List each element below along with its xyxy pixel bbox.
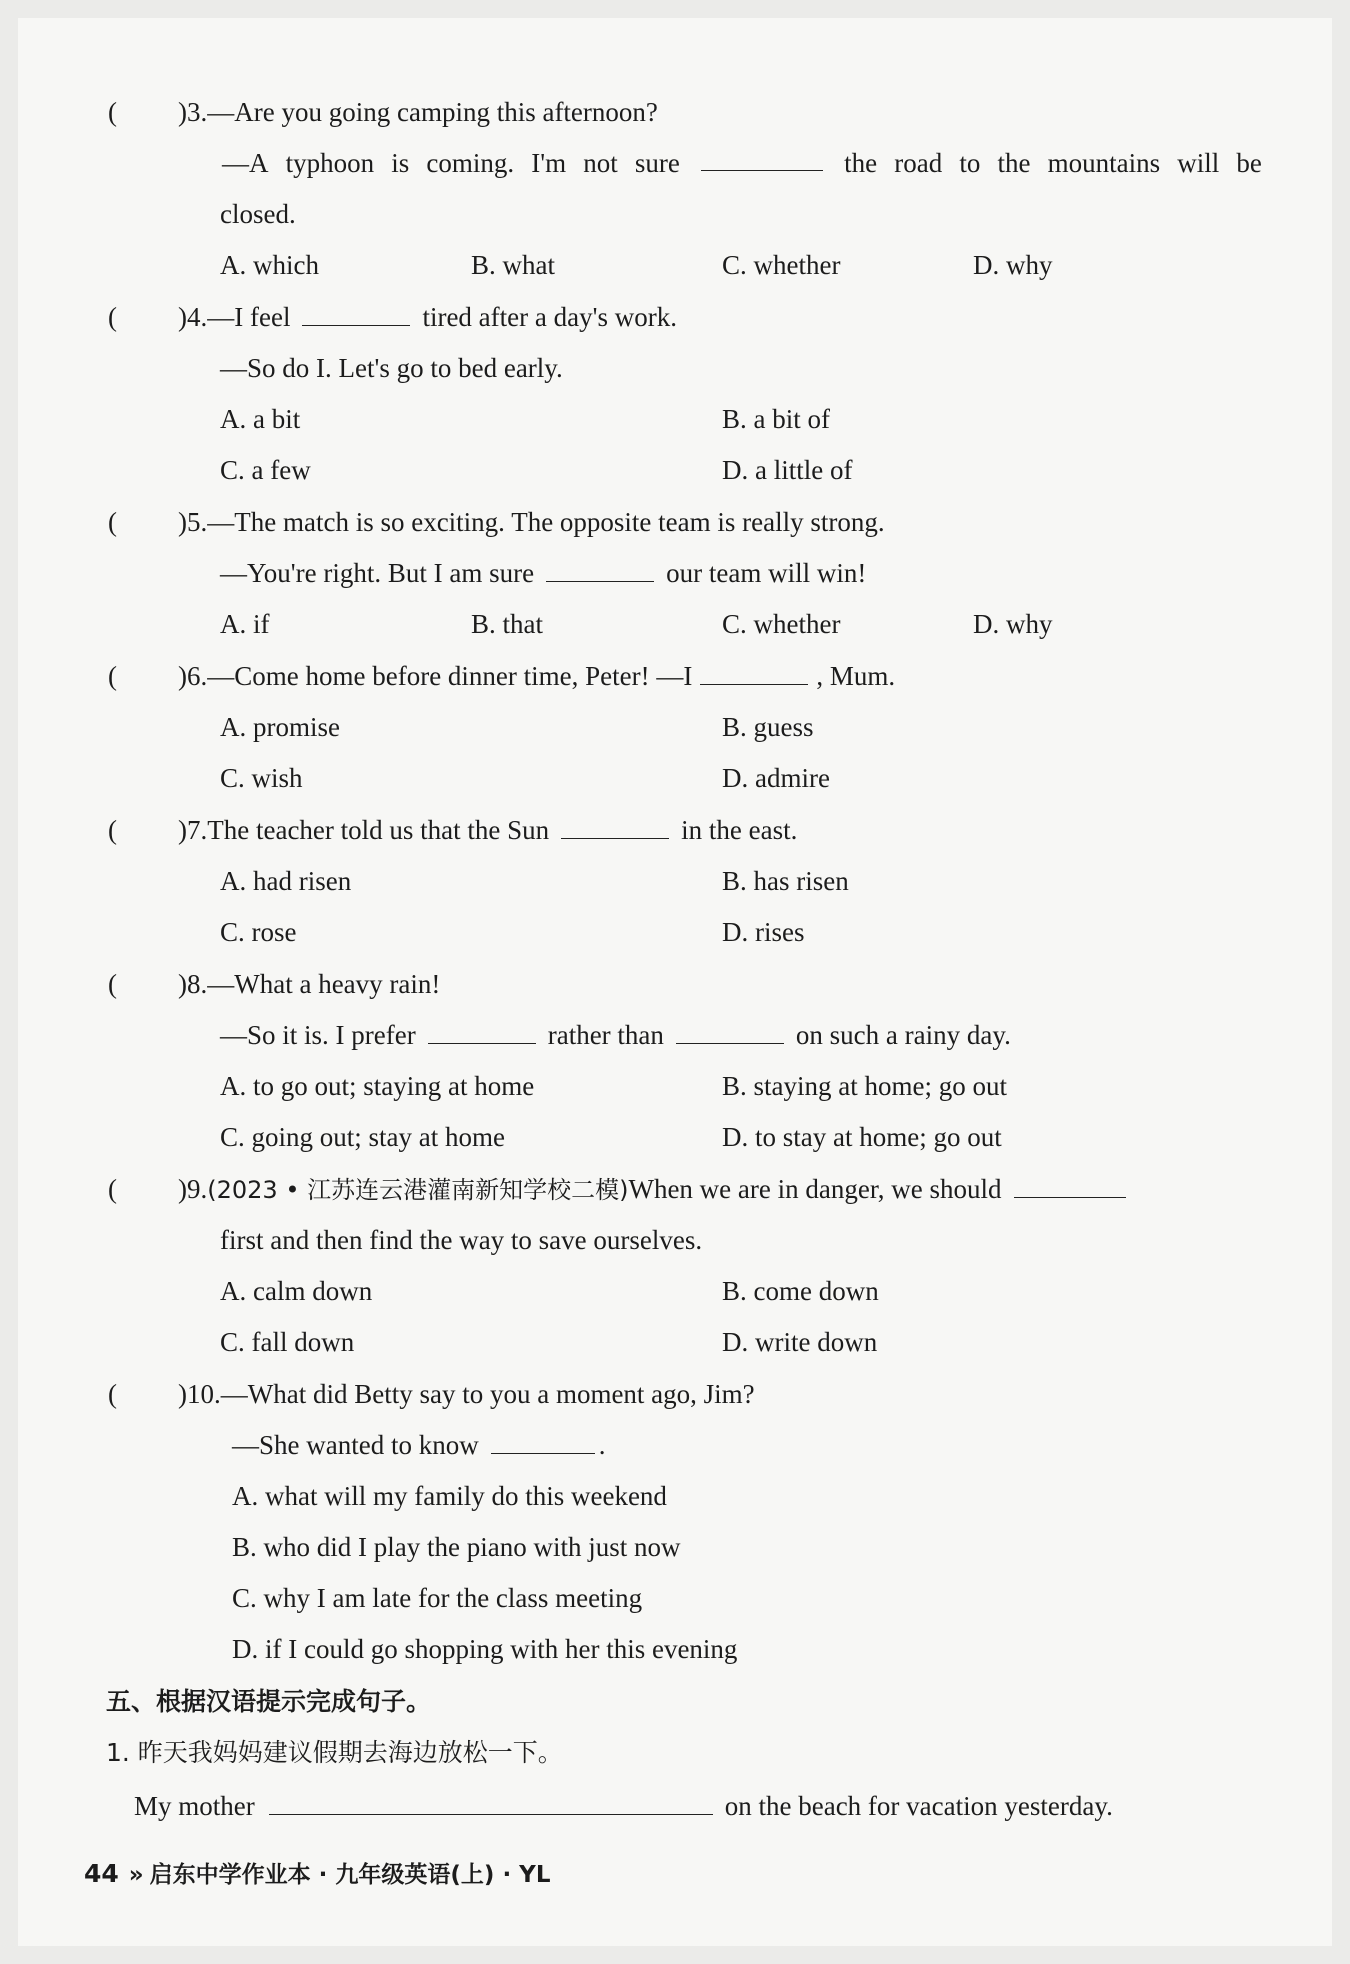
option: C. wish: [220, 763, 303, 793]
question-10-reply: —She wanted to know .: [232, 1430, 606, 1460]
answer-blank: [700, 660, 808, 685]
option: D. why: [973, 250, 1053, 280]
answer-paren: (: [108, 661, 117, 691]
option: C. why I am late for the class meeting: [232, 1583, 643, 1613]
option: A. had risen: [220, 866, 352, 896]
option: C. a few: [220, 455, 311, 485]
option: B. what: [471, 250, 555, 280]
page-footer: [84, 1858, 551, 1891]
option: C. whether: [722, 250, 841, 280]
section-title: 五、根据汉语提示完成句子。: [106, 1687, 432, 1716]
option: A. what will my family do this weekend: [232, 1481, 667, 1511]
option: B. has risen: [722, 866, 849, 896]
option: B. guess: [722, 712, 814, 742]
option: D. write down: [722, 1327, 878, 1357]
question-3-reply: —A typhoon is coming. I'm not sure the road to the mountains will be: [222, 148, 1262, 178]
option: B. who did I play the piano with just now: [232, 1532, 681, 1562]
question-8-stem: )8.—What a heavy rain!: [178, 969, 441, 999]
question-4-stem: )4.—I feel tired after a day's work.: [178, 302, 677, 332]
sentence-prompt-cn: 1. 昨天我妈妈建议假期去海边放松一下。: [106, 1738, 563, 1767]
option: B. come down: [722, 1276, 879, 1306]
option: D. if I could go shopping with her this evening: [232, 1634, 738, 1664]
question-7-stem: )7.The teacher told us that the Sun in the east.: [178, 815, 798, 845]
option: A. if: [220, 609, 270, 639]
answer-paren: (: [108, 507, 117, 537]
question-6-stem: )6.—Come home before dinner time, Peter! —I , Mum.: [178, 661, 896, 691]
answer-paren: (: [108, 97, 117, 127]
answer-blank: [1014, 1173, 1126, 1198]
question-10-stem: )10.—What did Betty say to you a moment ago, Jim?: [178, 1379, 755, 1409]
answer-blank: [676, 1019, 784, 1044]
option: A. promise: [220, 712, 340, 742]
answer-blank: [269, 1790, 713, 1815]
answer-paren: (: [108, 1379, 117, 1409]
page-number: 44: [84, 1859, 119, 1888]
question-source: (2023 • 江苏连云港灌南新知学校二模): [207, 1176, 629, 1204]
question-4-reply: —So do I. Let's go to bed early.: [220, 353, 563, 383]
option: B. staying at home; go out: [722, 1071, 1007, 1101]
question-3-reply-cont: closed.: [220, 199, 296, 229]
book-title: 启东中学作业本 · 九年级英语(上) · YL: [149, 1862, 551, 1888]
question-9-stem: )9.(2023 • 江苏连云港灌南新知学校二模)When we are in danger, we should: [178, 1172, 1138, 1207]
answer-blank: [302, 301, 410, 326]
question-5-reply: —You're right. But I am sure our team will win!: [220, 558, 867, 588]
sentence-completion: My mother on the beach for vacation yesterday.: [134, 1791, 1113, 1821]
answer-blank: [546, 557, 654, 582]
question-3-stem: )3.—Are you going camping this afternoon?: [178, 97, 658, 127]
answer-blank: [701, 146, 823, 171]
option: C. rose: [220, 917, 297, 947]
option: D. a little of: [722, 455, 853, 485]
option: A. a bit: [220, 404, 301, 434]
question-8-reply: —So it is. I prefer rather than on such a rainy day.: [220, 1020, 1011, 1050]
answer-paren: (: [108, 302, 117, 332]
option: D. why: [973, 609, 1053, 639]
question-5-stem: )5.—The match is so exciting. The opposite team is really strong.: [178, 507, 885, 537]
answer-paren: (: [108, 1174, 117, 1204]
option: B. that: [471, 609, 543, 639]
option: C. whether: [722, 609, 841, 639]
answer-paren: (: [108, 815, 117, 845]
answer-blank: [428, 1019, 536, 1044]
option: C. fall down: [220, 1327, 355, 1357]
option: A. which: [220, 250, 319, 280]
question-9-stem-cont: first and then find the way to save ourselves.: [220, 1225, 703, 1255]
chevron-right-icon: »: [128, 1862, 144, 1888]
option: A. to go out; staying at home: [220, 1071, 535, 1101]
option: A. calm down: [220, 1276, 373, 1306]
option: C. going out; stay at home: [220, 1122, 505, 1152]
answer-blank: [561, 814, 669, 839]
option: D. rises: [722, 917, 805, 947]
answer-paren: (: [108, 969, 117, 999]
answer-blank: [491, 1429, 595, 1454]
option: D. to stay at home; go out: [722, 1122, 1002, 1152]
option: D. admire: [722, 763, 830, 793]
option: B. a bit of: [722, 404, 830, 434]
